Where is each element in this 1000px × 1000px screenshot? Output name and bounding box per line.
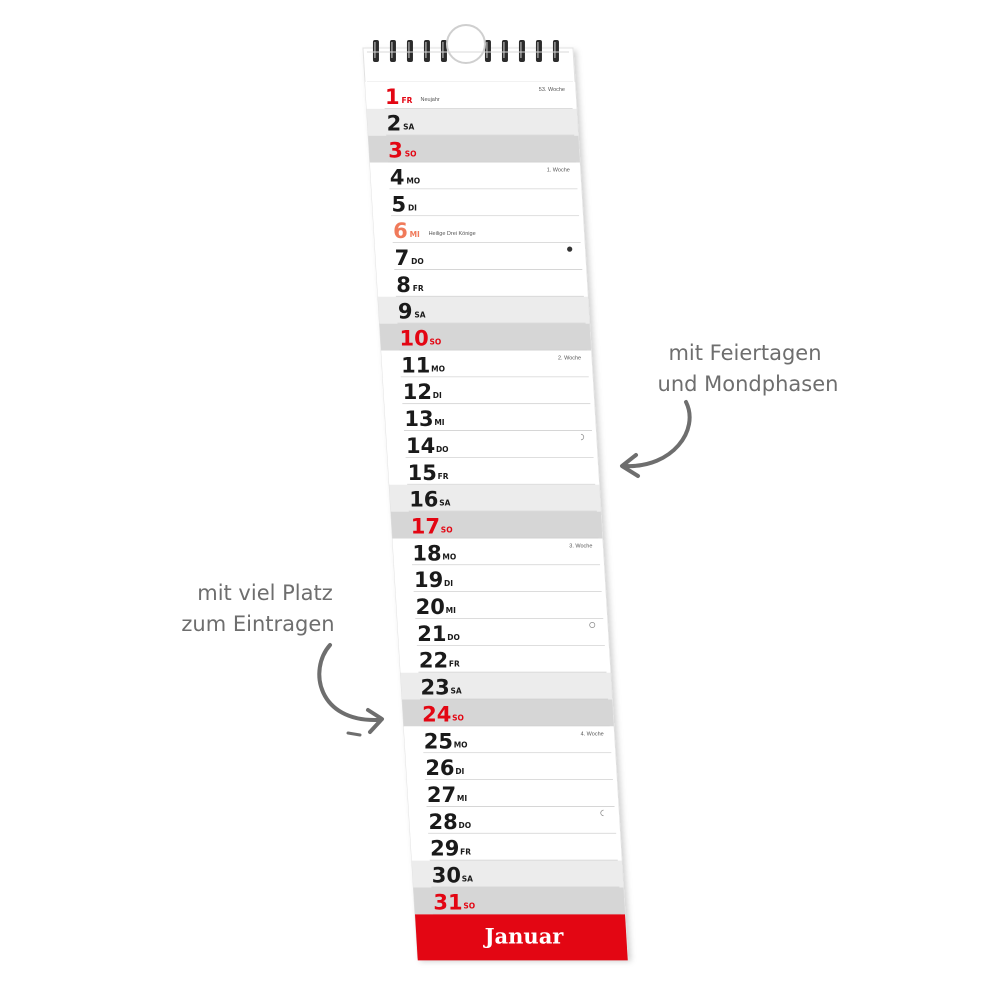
callout-space-to-write [181, 581, 382, 735]
day-abbr: DI [455, 767, 465, 777]
day-abbr: MO [431, 364, 445, 374]
week-number-label: 3. Woche [569, 543, 593, 550]
day-abbr: SA [461, 874, 473, 884]
day-number: 24 [422, 702, 452, 727]
day-abbr: MO [442, 552, 457, 562]
spiral-loop-icon [519, 40, 525, 62]
day-row [399, 646, 611, 673]
day-number: 5 [391, 192, 407, 217]
week-number-label: 4. Woche [580, 731, 604, 738]
day-abbr: SA [414, 310, 426, 320]
day-abbr: SA [403, 122, 415, 132]
callout-right-line1: mit Feiertagen [668, 341, 822, 365]
week-number-label: 1. Woche [546, 167, 570, 174]
day-abbr: DI [444, 579, 454, 589]
day-number: 11 [401, 353, 431, 378]
day-abbr: SO [404, 149, 417, 159]
day-row [370, 163, 582, 190]
day-number: 12 [402, 380, 432, 405]
month-label: Januar [484, 923, 564, 949]
day-abbr: FR [412, 283, 424, 293]
spiral-loop-icon [390, 40, 396, 62]
day-row [410, 834, 622, 861]
hanger-hole-icon [447, 25, 485, 63]
day-number: 3 [388, 138, 403, 163]
day-row [407, 780, 619, 807]
day-row [384, 404, 596, 431]
day-number: 19 [414, 568, 444, 593]
day-number: 7 [394, 245, 410, 270]
day-abbr: MI [445, 606, 456, 615]
day-abbr: SA [450, 686, 462, 696]
spiral-loop-icon [373, 40, 379, 62]
day-row [383, 377, 595, 404]
day-number: 20 [415, 595, 445, 619]
day-row [409, 807, 621, 834]
day-abbr: DO [435, 444, 449, 454]
day-number: 26 [425, 756, 455, 781]
day-number: 30 [431, 863, 462, 888]
spiral-loop-highlight [408, 42, 410, 58]
day-abbr: SO [463, 901, 476, 911]
day-row [389, 485, 601, 512]
day-number: 31 [433, 890, 463, 915]
day-abbr: SA [439, 498, 451, 508]
callout-holidays-moonphases [622, 341, 838, 476]
spiral-loop-highlight [554, 42, 556, 58]
day-abbr: FR [437, 471, 449, 481]
day-row [394, 565, 606, 592]
day-row [396, 592, 608, 619]
day-number: 16 [409, 487, 439, 512]
day-abbr: FR [460, 847, 472, 857]
day-abbr: SO [429, 337, 442, 347]
day-row [391, 512, 603, 539]
day-row [405, 753, 617, 780]
day-abbr: DO [458, 820, 472, 830]
day-number: 25 [423, 729, 453, 754]
week-number-label: 53. Woche [538, 87, 565, 93]
day-number: 9 [397, 299, 413, 324]
callout-left-line1: mit viel Platz [197, 581, 333, 605]
spiral-loop-highlight [374, 42, 376, 58]
day-number: 6 [393, 219, 408, 244]
spiral-loop-highlight [442, 42, 444, 58]
day-number: 10 [399, 326, 429, 351]
spiral-loop-highlight [520, 42, 522, 58]
day-number: 13 [404, 407, 434, 432]
day-number: 21 [417, 621, 447, 646]
day-number: 1 [385, 84, 400, 109]
holiday-label: Neujahr [420, 96, 440, 103]
day-row [365, 82, 577, 109]
day-row [413, 888, 625, 915]
day-row [375, 243, 587, 270]
day-abbr: MI [456, 793, 468, 803]
day-abbr: DI [407, 203, 417, 213]
day-abbr: MI [409, 230, 420, 240]
day-abbr: DO [411, 256, 424, 266]
day-row [386, 431, 598, 458]
day-number: 23 [420, 675, 450, 700]
day-row [381, 351, 593, 378]
day-abbr: DI [432, 391, 442, 401]
spiral-loop-icon [407, 40, 413, 62]
day-number: 17 [410, 514, 441, 539]
spiral-loop-highlight [391, 42, 393, 58]
day-abbr: MO [453, 740, 468, 750]
day-abbr: MI [434, 418, 445, 428]
month-footer [415, 914, 628, 960]
day-number: 18 [412, 541, 442, 566]
spiral-loop-highlight [425, 42, 427, 58]
day-row [367, 109, 579, 136]
day-row [392, 538, 604, 565]
spiral-loop-icon [536, 40, 542, 62]
day-row [376, 270, 588, 297]
day-number: 4 [389, 165, 405, 190]
day-number: 28 [428, 809, 458, 834]
spiral-loop-icon [424, 40, 430, 62]
day-number: 14 [405, 433, 436, 458]
day-abbr: SO [440, 525, 453, 535]
day-row [371, 189, 583, 216]
day-row [388, 458, 600, 485]
day-abbr: SO [452, 713, 464, 723]
day-row [412, 861, 624, 888]
day-abbr: FR [401, 95, 413, 105]
day-row [402, 700, 614, 727]
callout-left-line2: zum Eintragen [181, 612, 335, 636]
day-number: 8 [396, 272, 411, 297]
spiral-loop-icon [502, 40, 508, 62]
calendar-sheet [363, 48, 628, 958]
spiral-loop-highlight [503, 42, 505, 58]
day-row [404, 726, 616, 753]
day-abbr: MO [406, 176, 421, 186]
callout-right-line2: und Mondphasen [657, 372, 839, 396]
day-number: 27 [426, 782, 457, 807]
day-number: 15 [407, 460, 437, 485]
week-number-label: 2. Woche [557, 355, 582, 362]
day-row [368, 136, 580, 163]
day-row [373, 216, 585, 243]
day-row [400, 673, 612, 700]
holiday-label: Heilige Drei Könige [428, 231, 476, 238]
day-abbr: DO [447, 632, 460, 642]
day-number: 29 [430, 836, 460, 861]
day-abbr: FR [448, 659, 460, 669]
spiral-loop-icon [553, 40, 559, 62]
callout-left-tick-icon [348, 733, 360, 735]
day-row [380, 324, 592, 351]
new-moon-icon [567, 247, 572, 252]
day-number: 2 [386, 111, 402, 136]
spiral-loop-highlight [537, 42, 539, 58]
day-row [378, 297, 590, 324]
day-row [397, 619, 609, 646]
spiral-loop-highlight [486, 42, 488, 58]
day-number: 22 [418, 648, 449, 673]
